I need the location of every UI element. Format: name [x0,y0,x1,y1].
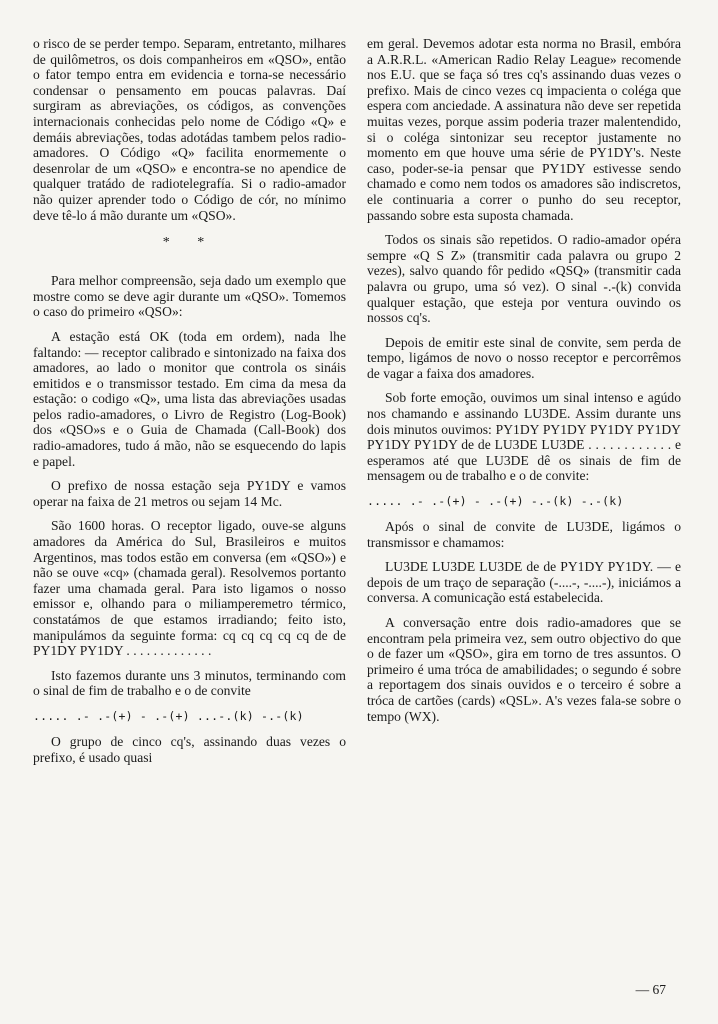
paragraph: Todos os sinais são repetidos. O radio-amador opéra sempre «Q S Z» (transmitir cada palavra ou grupo 2 vezes), salvo quando fôr pedido «QSQ» (transmitir cada palavra ou grupo, uma só vez). O sinal -.-(k) convida qualquer estação, que esteja por ventura ouvindo os nossos cq's. [367,232,681,326]
morse-signal-line: ..... .- .-(+) - .-(+) -.-(k) -.-(k) [367,494,624,509]
right-column [367,36,681,733]
paragraph: Após o sinal de convite de LU3DE, ligámos o transmissor e chamamos: [367,519,681,550]
paragraph: em geral. Devemos adotar esta norma no Brasil, embóra a A.R.R.L. «American Radio Relay League» recomende nos E.U. que se faça só tres cq's assinando duas vezes o prefixo. Mais de cinco vezes cq impacienta o coléga que espera com anciedade. A assinatura não deve ser repetida muitas vezes, porque assim poderia trazer malentendido, si o coléga sintonizar seu receptor justamente no momento em que houve uma série de PY1DY's. Neste caso, poder-se-ia pensar que PY1DY estivesse sendo chamado e como nem todos os amadores são indiscretos, ele continuaria a correr o punho do seu receptor, passando sobre esta suposta chamada. [367,36,681,223]
paragraph: O prefixo de nossa estação seja PY1DY e vamos operar na faixa de 21 metros ou sejam 14 Mc. [33,478,346,509]
paragraph: Isto fazemos durante uns 3 minutos, terminando com o sinal de fim de trabalho e o de convite [33,667,346,699]
paragraph: São 1600 horas. O receptor ligado, ouve-se alguns amadores da América do Sul, Brasileiros e muitos Argentinos, mas todos estão em conversa (em «QSO») e não se ouve «cq» (chamada geral). Resolvemos portanto fazer uma chamada geral. Para isto ligamos o nosso emissor e, olhando para o miliamperemetro térmico, constatámos de que estamos irradiando; feito isto, manipulámos da seguinte forma: cq cq cq cq cq de de PY1DY PY1DY . . . . . . . . . . . . . [33,518,346,659]
section-separator: * * [162,235,217,251]
paragraph: Para melhor compreensão, seja dado um exemplo que mostre como se deve agir durante um «QSO». Tomemos o caso do primeiro «QSO»: [33,273,346,320]
paragraph: Depois de emitir este sinal de convite, sem perda de tempo, ligámos de novo o nosso receptor e percorrêmos de vagar a faixa dos amadores. [367,334,681,381]
paragraph: LU3DE LU3DE LU3DE de de PY1DY PY1DY. — e depois de um traço de separação (-....-, -....-), iniciámos a conversa. A comunicação está estabelecida. [367,559,681,606]
left-column [33,36,346,774]
paragraph: Sob forte emoção, ouvimos um sinal intenso e agúdo nos chamando e assinando LU3DE. Assim durante uns dois minutos ouvimos: PY1DY PY1DY PY1DY PY1DY PY1DY PY1DY de de LU3DE LU3DE . . . . . . . . . . . . e esperamos até que LU3DE dê os sinais de fim de mensagem ou de trabalho e o de convite: [367,390,681,484]
paragraph: o risco de se perder tempo. Separam, entretanto, milhares de quilômetros, os dois companheiros em «QSO», então o fator tempo entra em evidencia e torna-se necessário condensar o pensamento em poucas palavras. Daí surgiram as abreviações, os códigos, as convenções internacionais conhecidas pelo nome de Código «Q» e demáis abreviações, todas adotádas tambem pelos radio-amadores. O Código «Q» facilita enormemente o desenrolar de um «QSO» e encontra-se no apendice de qualquer tratádo de radiotelegrafía. Si o radio-amador não quizer aprender todo o Código de cór, no mínimo deve tê-lo á mão durante um «QSO». [33,36,346,223]
page-number: — 67 [635,982,666,997]
paragraph: O grupo de cinco cq's, assinando duas vezes o prefixo, é usado quasi [33,733,346,765]
morse-signal-line: ..... .- .-(+) - .-(+) ...-.(k) -.-(k) [33,708,304,723]
paragraph: A estação está OK (toda em ordem), nada lhe faltando: — receptor calibrado e sintonizado na faixa dos amadores, ao lado o monitor que controla os sináis emitidos e o transmissor testado. Em cima da mesa da estação: o codigo «Q», uma lista das abreviações usadas pelos radio-amadores, o Livro de Registro (Log-Book) dos «QSO»s e o Guia de Chamada (Call-Book) dos radio-amadores, tudo á mão, não se esquecendo do lapis e papel. [33,328,346,469]
paragraph: A conversação entre dois radio-amadores que se encontram pela primeira vez, sem outro objectivo do que o de fazer um «QSO», gira em torno de tres assuntos. O primeiro é uma tróca de amabilidades; o segundo é sobre a reportagem dos sinais ouvidos e o terceiro é sobre a tróca de cartões (cards) «QSL». A's vezes fala-se sobre o tempo (WX). [367,615,681,724]
